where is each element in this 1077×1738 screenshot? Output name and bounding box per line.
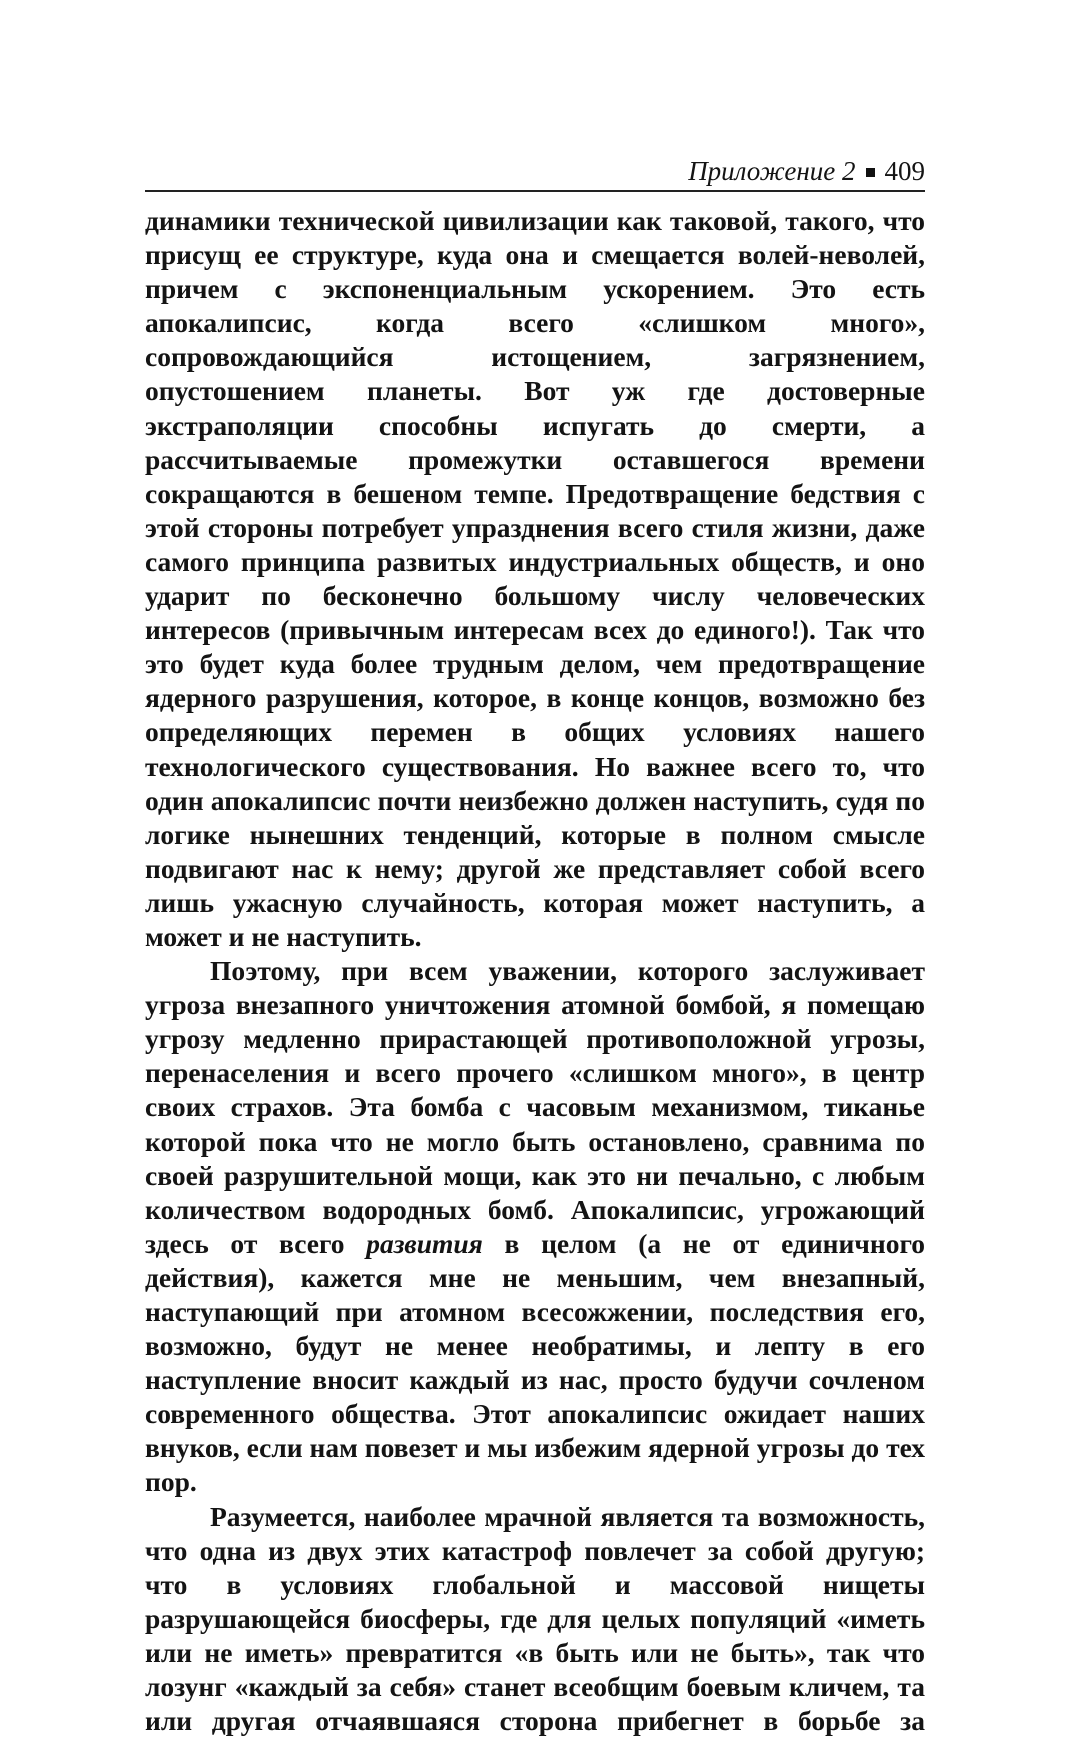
running-head — [145, 152, 925, 192]
paragraph-continued: динамики технической цивилизации как таковой, такого, что присущ ее структуре, куда она и смещается волей-неволей, причем с экспоненциальным ускорением. Это есть апокалипсис, когда всего «слишком много», сопровождающийся истощением, загрязнением, опустошением планеты. Вот уж где достоверные экстраполяции способны испугать до смерти, а рассчитываемые промежутки оставшегося времени сокращаются в бешеном темпе. Предотвращение бедствия с этой стороны потребует упразднения всего стиля жизни, даже самого принципа развитых индустриальных обществ, и оно ударит по бесконечно большому числу человеческих интересов (привычным интересам всех до единого!). Так что это будет куда более трудным делом, чем предотвращение ядерного разрушения, которое, в конце концов, возможно без определяющих перемен в общих условиях нашего технологического существования. Но важнее всего то, что один апокалипсис почти неизбежно должен наступить, судя по логике нынешних тенденций, которые в полном смысле подвигают нас к нему; другой же представляет собой всего лишь ужасную случайность, которая может наступить, а может и не наступить. — [145, 205, 925, 952]
body-text — [145, 204, 925, 1738]
bullet-separator-icon — [866, 168, 875, 177]
paragraph-text: Поэтому, при всем уважении, которого заслуживает угроза внезапного уничтожения атомной бомбой, я помещаю угрозу медленно прирастающей противоположной угрозы, перенаселения и всего прочего «слишком много», в центр своих страхов. Эта бомба с часовым механизмом, тиканье которой пока что не могло быть остановлено, сравнима по своей разрушительной мощи, как это ни печально, с любым количеством водородных бомб. Апокалипсис, угрожающий здесь от всего — [145, 955, 925, 1259]
paragraph-text: в целом (а не от единичного действия), кажется мне не меньшим, чем внезапный, наступающий при атомном всесожжении, последствия его, возможно, будут не менее необратимы, и лепту в его наступление вносит каждый из нас, просто будучи сочленом современного общества. Этот апокалипсис ожидает наших внуков, если нам повезет и мы избежим ядерной угрозы до тех пор. — [145, 1227, 926, 1498]
page-number: 409 — [884, 156, 925, 186]
section-title: Приложение 2 — [688, 156, 856, 186]
paragraph — [145, 954, 925, 1500]
emphasized-word: развития — [366, 1227, 483, 1259]
paragraph: Разумеется, наиболее мрачной является та возможность, что одна из двух этих катастроф повлечет за собой другую; что в условиях глобальной и массовой нищеты разрушающейся биосферы, где для целых популяций «иметь или не иметь» превратится «в быть или не быть», так что лозунг «каждый за себя» станет всеобщим боевым кличем, та или другая отчаявшаяся сторона прибегнет в борьбе за — [145, 1500, 925, 1737]
